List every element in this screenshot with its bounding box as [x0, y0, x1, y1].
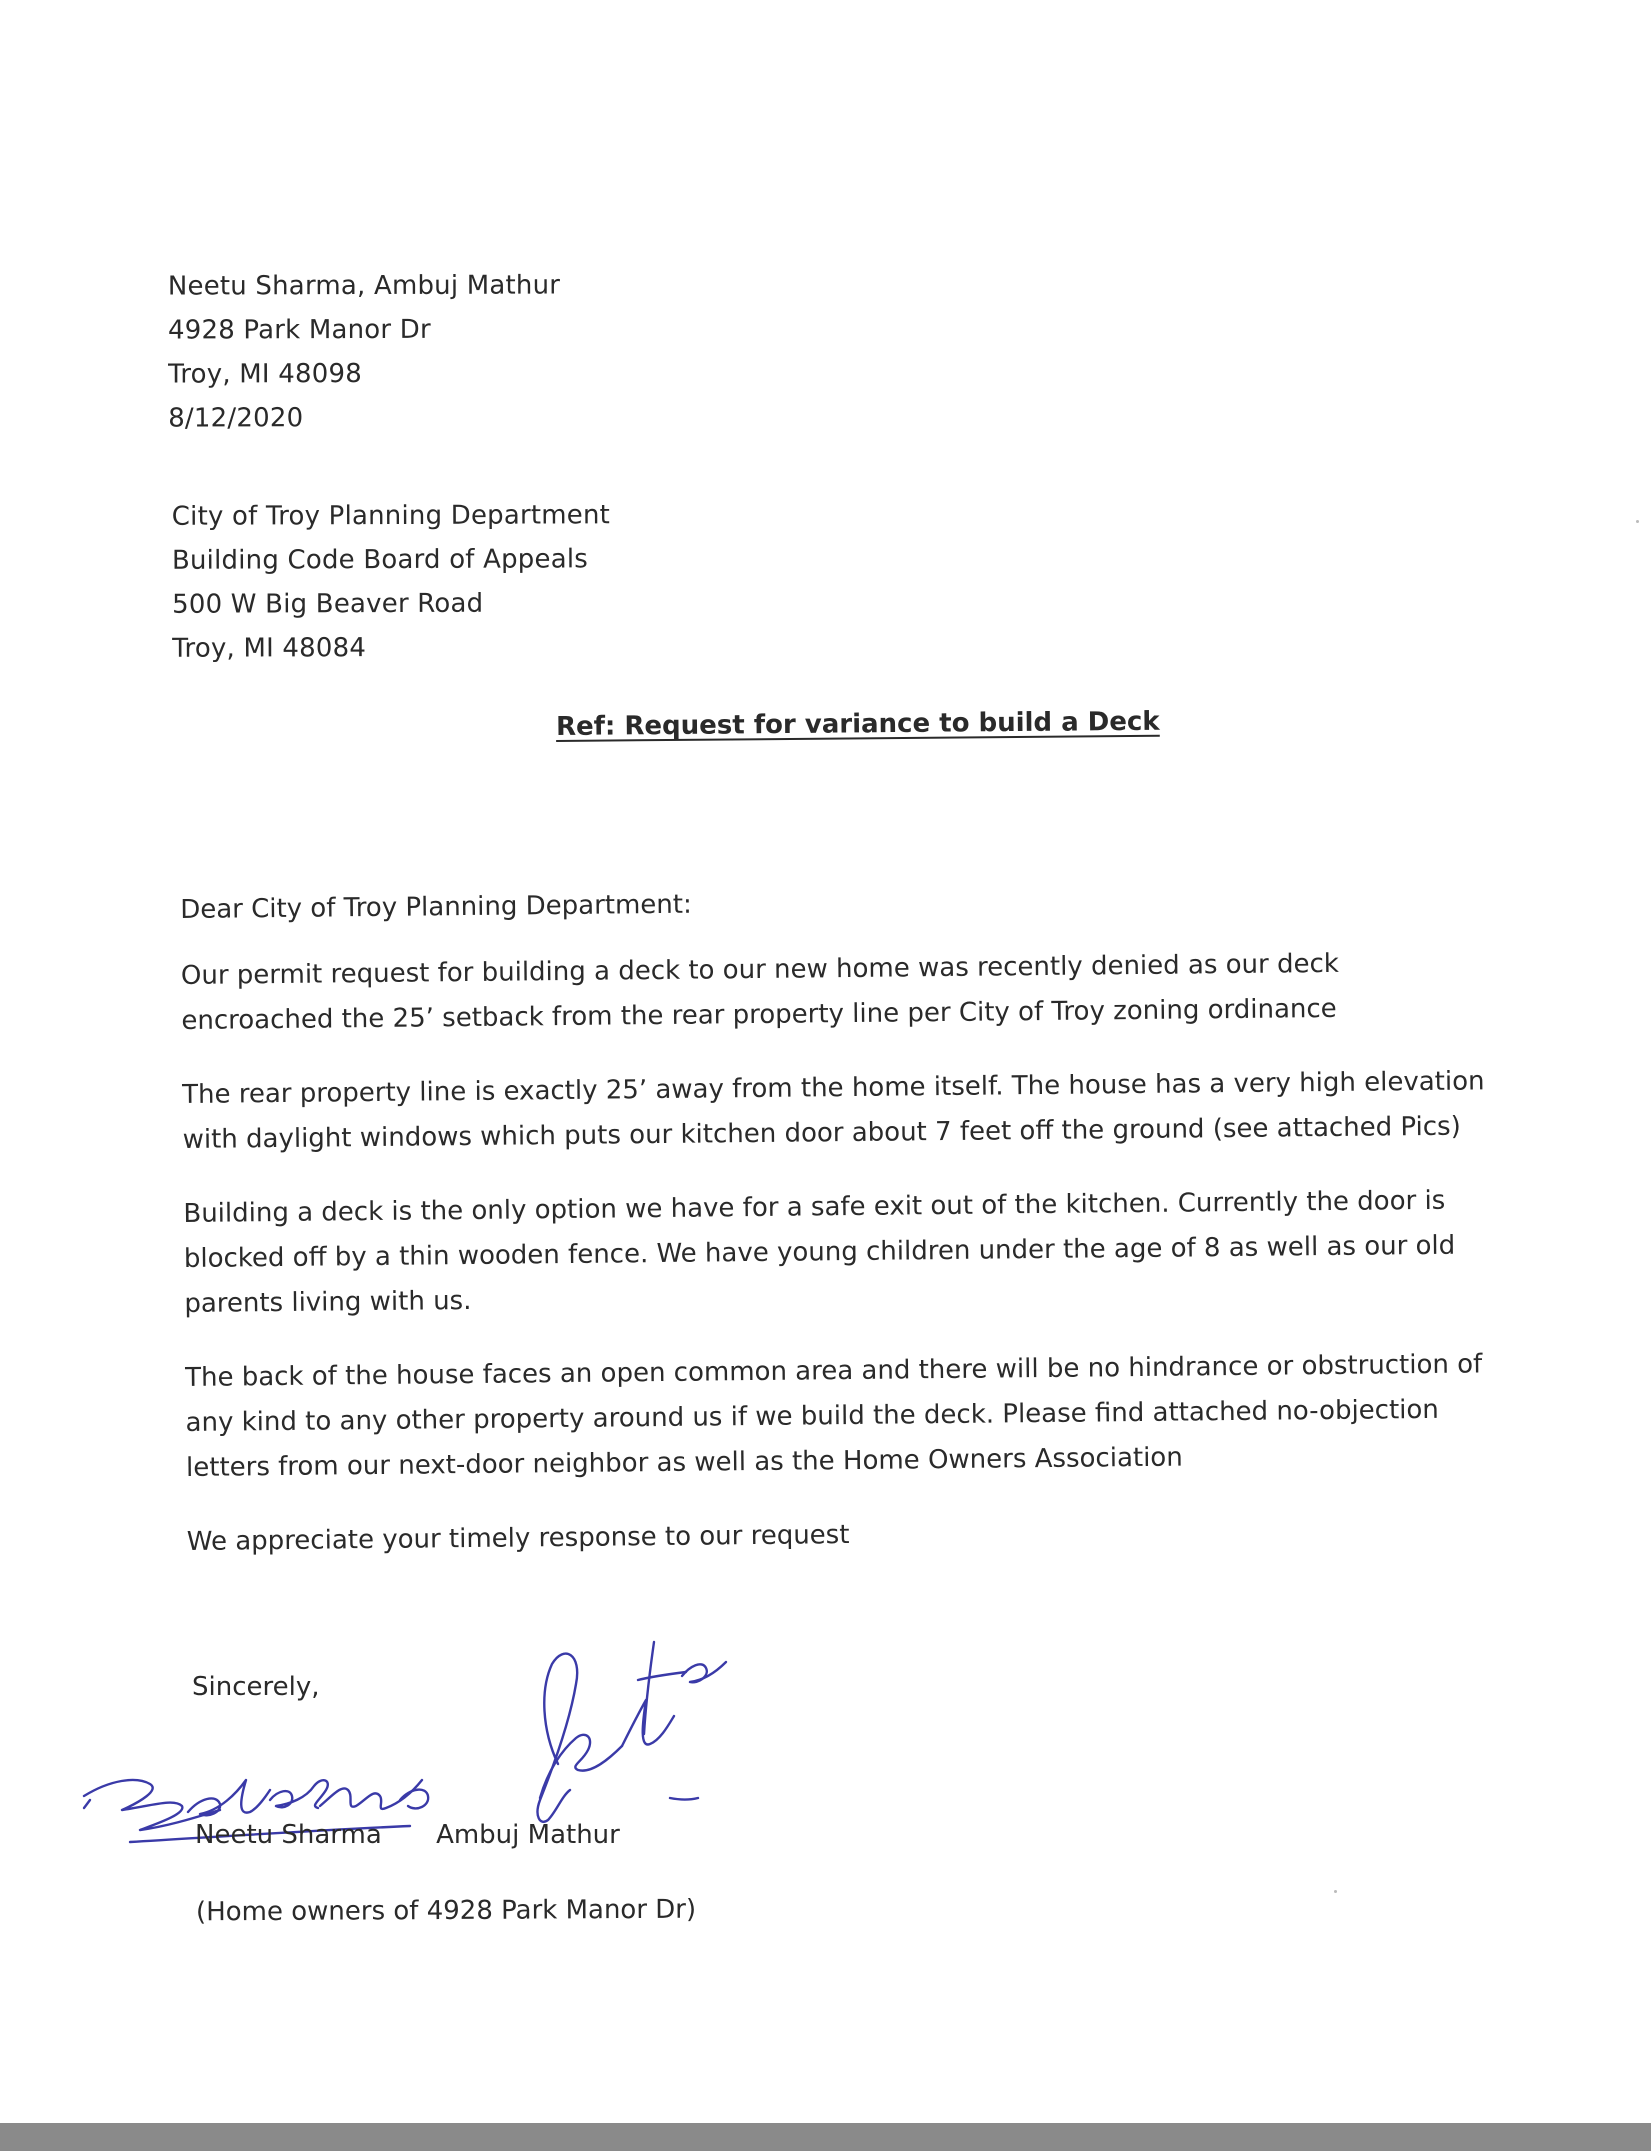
letter-date: 8/12/2020 [168, 403, 304, 434]
sender-address [168, 263, 561, 440]
paragraph-5-line-1: We appreciate your timely response to our request [186, 1520, 850, 1557]
scan-speck [1636, 520, 1639, 523]
paragraph-4-line-1: The back of the house faces an open common area and there will be no hindrance or obstruction of [184, 1349, 1483, 1393]
recipient-line-3: 500 W Big Beaver Road [172, 588, 484, 620]
paragraph-2-line-1: The rear property line is exactly 25’ away from the home itself. The house has a very high elevation [182, 1066, 1485, 1110]
scan-speck [1334, 1890, 1337, 1893]
paragraph-2-line-2: with daylight windows which puts our kitchen door about 7 feet off the ground (see attached Pics) [182, 1111, 1461, 1155]
paragraph-2 [182, 1059, 1503, 1163]
paragraph-1-line-1: Our permit request for building a deck to our new home was recently denied as our deck [180, 948, 1340, 991]
recipient-line-4: Troy, MI 48084 [172, 633, 367, 664]
reference-line: Ref: Request for variance to build a Deck [555, 706, 1160, 742]
salutation: Dear City of Troy Planning Department: [180, 889, 692, 925]
paragraph-3 [183, 1178, 1504, 1327]
sender-names: Neetu Sharma, Ambuj Mathur [167, 270, 561, 302]
closing: Sincerely, [192, 1672, 320, 1702]
paragraph-3-line-3: parents living with us. [184, 1285, 472, 1319]
paragraph-4-line-2: any kind to any other property around us if we build the deck. Please find attached no-objection [185, 1394, 1439, 1438]
recipient-address [172, 493, 611, 671]
paragraph-1 [181, 940, 1502, 1044]
signatory-second: Ambuj Mathur [436, 1820, 620, 1850]
recipient-line-2: Building Code Board of Appeals [171, 544, 589, 576]
owners-note: (Home owners of 4928 Park Manor Dr) [195, 1894, 697, 1928]
paragraph-4-line-3: letters from our next-door neighbor as well as the Home Owners Association [185, 1442, 1183, 1483]
paragraph-3-line-1: Building a deck is the only option we have for a safe exit out of the kitchen. Currently the door is [183, 1185, 1446, 1229]
signatory-first: Neetu Sharma [195, 1820, 382, 1850]
paragraph-3-line-2: blocked off by a thin wooden fence. We have young children under the age of 8 as well as our old [183, 1230, 1456, 1274]
recipient-line-1: City of Troy Planning Department [171, 500, 611, 532]
sender-street: 4928 Park Manor Dr [167, 314, 431, 346]
paragraph-4 [185, 1342, 1506, 1491]
scan-bottom-bar [0, 2123, 1651, 2151]
paragraph-5 [187, 1506, 1507, 1565]
sender-city: Troy, MI 48098 [168, 359, 362, 390]
paragraph-1-line-2: encroached the 25’ setback from the rear property line per City of Troy zoning ordinance [181, 993, 1337, 1036]
letter-body [180, 874, 1507, 1594]
signatory-names [195, 1820, 620, 1850]
